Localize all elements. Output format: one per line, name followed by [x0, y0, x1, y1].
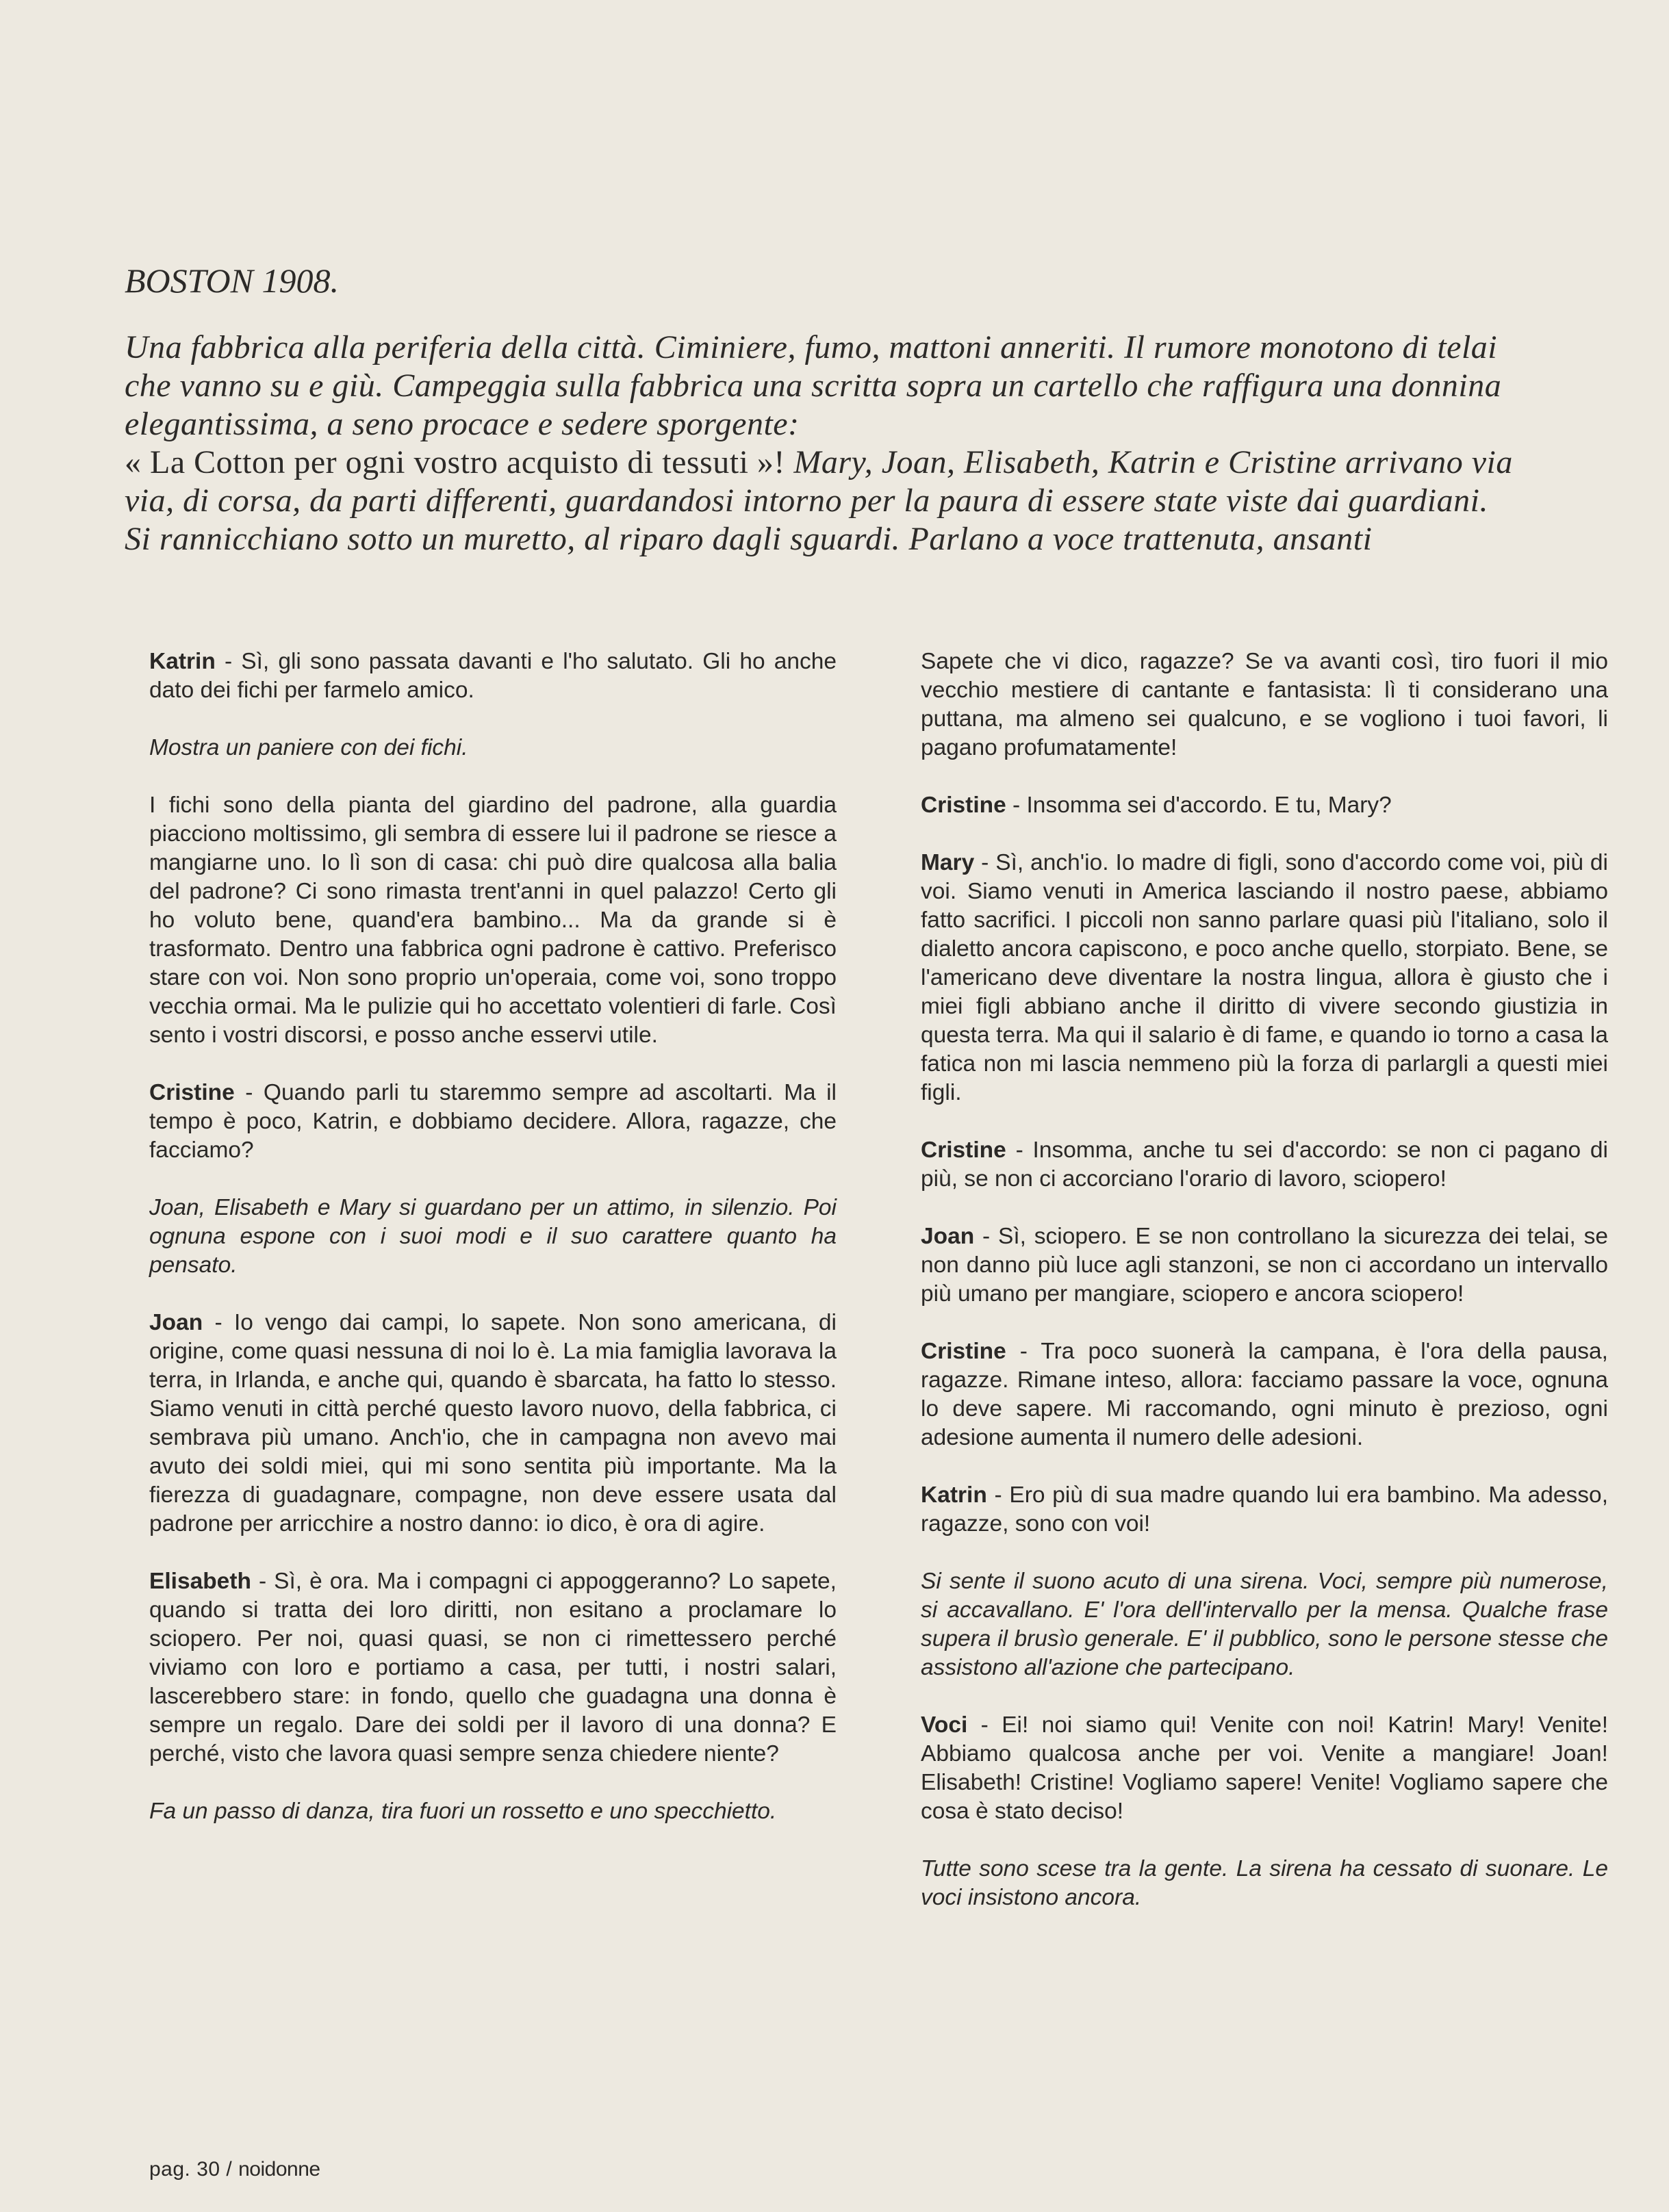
- dialogue-text: - Io vengo dai campi, lo sapete. Non sono americana, di origine, come quasi nessuna di noi lo è. La mia famiglia lavorava la terra, in Irlanda, e anche qui, quando è sbarcata, ha fatto lo stesso. Siamo venuti in città perché questo lavoro nuovo, della fabbrica, ci sembrava più umano. Anch'io, che in campagna non avevo mai avuto dei soldi miei, qui mi sono sentita più importante. Ma la fierezza di guadagnare, compagne, non deve essere usata dal padrone per arricchire a nostro danno: io dico, è ora di agire.: [149, 1310, 837, 1536]
- speaker-name: Cristine: [921, 1339, 1006, 1364]
- dialogue-text: - Quando parli tu staremmo sempre ad ascoltarti. Ma il tempo è poco, Katrin, e dobbiamo decidere. Allora, ragazze, che facciamo?: [149, 1080, 837, 1163]
- stage-direction: Si sente il suono acuto di una sirena. Voci, sempre più numerose, si accavallano. E' l'ora dell'intervallo per la mensa. Qualche frase supera il brusìo generale. E' il pubblico, sono le persone stesse che assistono all'azione che partecipano.: [921, 1569, 1608, 1680]
- scene-heading: BOSTON 1908.: [125, 261, 340, 300]
- dialogue-text: - Sì, è ora. Ma i compagni ci appoggeranno? Lo sapete, quando si tratta dei loro diritti, non esitano a proclamare lo sciopero. Per noi, quasi quasi, se non ci rimettessero perché viviamo con loro e portiamo a casa, per tutti, i nostri salari, lascerebbero stare: in fondo, quello che guadagna una donna è sempre un regalo. Dare dei soldi per il lavoro di una donna? E perché, visto che lavora quasi sempre senza chiedere niente?: [149, 1569, 837, 1766]
- speaker-name: Cristine: [921, 1137, 1006, 1163]
- dialogue-line: [921, 1222, 1608, 1309]
- page-footer: [149, 2157, 320, 2182]
- speaker-name: Katrin: [149, 649, 216, 674]
- stage-direction: Tutte sono scese tra la gente. La sirena ha cessato di suonare. Le voci insistono ancora.: [921, 1856, 1608, 1910]
- stage-direction: Fa un passo di danza, tira fuori un rossetto e uno specchietto.: [149, 1799, 777, 1824]
- dialogue-text: - Sì, anch'io. Io madre di figli, sono d'accordo come voi, più di voi. Siamo venuti in America lasciando il nostro paese, abbiamo fatto sacrifici. I piccoli non sanno parlare quasi più l'italiano, solo il dialetto ancora capiscono, e poco anche quello, storpiato. Bene, se l'americano deve diventare la nostra lingua, allora è giusto che i miei figli abbiano anche il diritto di vivere secondo giustizia in questa terra. Ma qui il salario è di fame, e quando io torno a casa la fatica non mi lascia nemmeno più la forza di parlargli a questi miei figli.: [921, 850, 1608, 1105]
- magazine-name: noidonne: [238, 2158, 320, 2181]
- dialogue-line: [149, 1309, 837, 1539]
- scene-description-a: Una fabbrica alla periferia della città. Ciminiere, fumo, mattoni anneriti. Il rumore monotono di telai che vanno su e giù. Campeggia sulla fabbrica una scritta sopra un cartello che raffigura una donnina elegantissima, a seno procace e sedere sporgente:: [125, 329, 1502, 442]
- dialogue-text: - Ei! noi siamo qui! Venite con noi! Katrin! Mary! Venite! Abbiamo qualcosa anche per voi. Venite a mangiare! Joan! Elisabeth! Cristine! Vogliamo sapere! Venite! Vogliamo sapere che cosa è stato deciso!: [921, 1712, 1608, 1824]
- page-number: pag. 30 /: [149, 2158, 233, 2181]
- dialogue-text: I fichi sono della pianta del giardino del padrone, alla guardia piacciono moltissimo, gli sembra di essere lui il padrone se riesce a mangiarne uno. Io lì son di casa: chi può dire qualcosa alla balia del padrone? Ci sono rimasta trent'anni in quel palazzo! Certo gli ho voluto bene, quand'era bambino... Ma da grande si è trasformato. Dentro una fabbrica ogni padrone è cattivo. Preferisco stare con voi. Non sono proprio un'operaia, come voi, sono troppo vecchia ormai. Ma le pulizie qui ho accettato volentieri di farle. Così sento i vostri discorsi, e posso anche esservi utile.: [149, 793, 837, 1048]
- dialogue-line: [149, 791, 837, 1050]
- dialogue-line: [921, 1711, 1608, 1826]
- dialogue-text: - Sì, sciopero. E se non controllano la sicurezza dei telai, se non danno più luce agli stanzoni, se non ci accordano un intervallo più umano per mangiare, sciopero e ancora sciopero!: [921, 1224, 1608, 1307]
- speaker-name: Mary: [921, 850, 975, 875]
- dialogue-text: - Tra poco suonerà la campana, è l'ora della pausa, ragazze. Rimane inteso, allora: facciamo passare la voce, ognuna lo deve sapere. Mi raccomando, ogni minuto è prezioso, ogni adesione aumenta il numero delle adesioni.: [921, 1339, 1608, 1450]
- speaker-name: Cristine: [149, 1080, 235, 1105]
- scene-description: [125, 329, 1549, 520]
- speaker-name: Elisabeth: [149, 1569, 251, 1594]
- speaker-name: Cristine: [921, 793, 1006, 818]
- cotton-slogan: « La Cotton per ogni vostro acquisto di tessuti »!: [125, 444, 785, 480]
- dialogue-text: Sapete che vi dico, ragazze? Se va avanti così, tiro fuori il mio vecchio mestiere di cantante e fantasista: lì ti considerano una puttana, ma almeno sei qualcuno, e se vogliono i tuoi favori, li pagano profumatamente!: [921, 649, 1608, 760]
- dialogue-line: [921, 849, 1608, 1107]
- dialogue-text: - Sì, gli sono passata davanti e l'ho salutato. Gli ho anche dato dei fichi per farmelo amico.: [149, 649, 837, 703]
- stage-direction: Mostra un paniere con dei fichi.: [149, 735, 468, 760]
- dialogue-line: [921, 1136, 1608, 1194]
- speaker-name: Voci: [921, 1712, 968, 1738]
- scene-intro: [125, 260, 1549, 558]
- scene-description-b: Mary, Joan, Elisabeth, Katrin e Cristine arrivano via via, di corsa, da parti differenti, guardandosi intorno per la paura di essere state viste dai guardiani.: [125, 444, 1513, 519]
- dialogue-line: [149, 1079, 837, 1165]
- right-column: [921, 647, 1608, 1941]
- dialogue-line: [921, 791, 1608, 820]
- stage-direction: Joan, Elisabeth e Mary si guardano per un attimo, in silenzio. Poi ognuna espone con i suoi modi e il suo carattere quanto ha pensato.: [149, 1195, 837, 1278]
- dialogue-text: - Ero più di sua madre quando lui era bambino. Ma adesso, ragazze, sono con voi!: [921, 1482, 1608, 1536]
- speaker-name: Katrin: [921, 1482, 987, 1508]
- dialogue-line: [149, 1567, 837, 1769]
- speaker-name: Joan: [149, 1310, 203, 1335]
- dialogue-text: - Insomma sei d'accordo. E tu, Mary?: [1006, 793, 1392, 818]
- left-column: [149, 647, 837, 1855]
- speaker-name: Joan: [921, 1224, 975, 1249]
- scene-action: Si rannicchiano sotto un muretto, al riparo dagli sguardi. Parlano a voce trattenuta, ansanti: [125, 521, 1373, 557]
- dialogue-text: - Insomma, anche tu sei d'accordo: se non ci pagano di più, se non ci accorciano l'orario di lavoro, sciopero!: [921, 1137, 1608, 1192]
- dialogue-line: [149, 647, 837, 705]
- dialogue-line: [921, 647, 1608, 762]
- dialogue-line: [921, 1481, 1608, 1539]
- dialogue-line: [921, 1337, 1608, 1452]
